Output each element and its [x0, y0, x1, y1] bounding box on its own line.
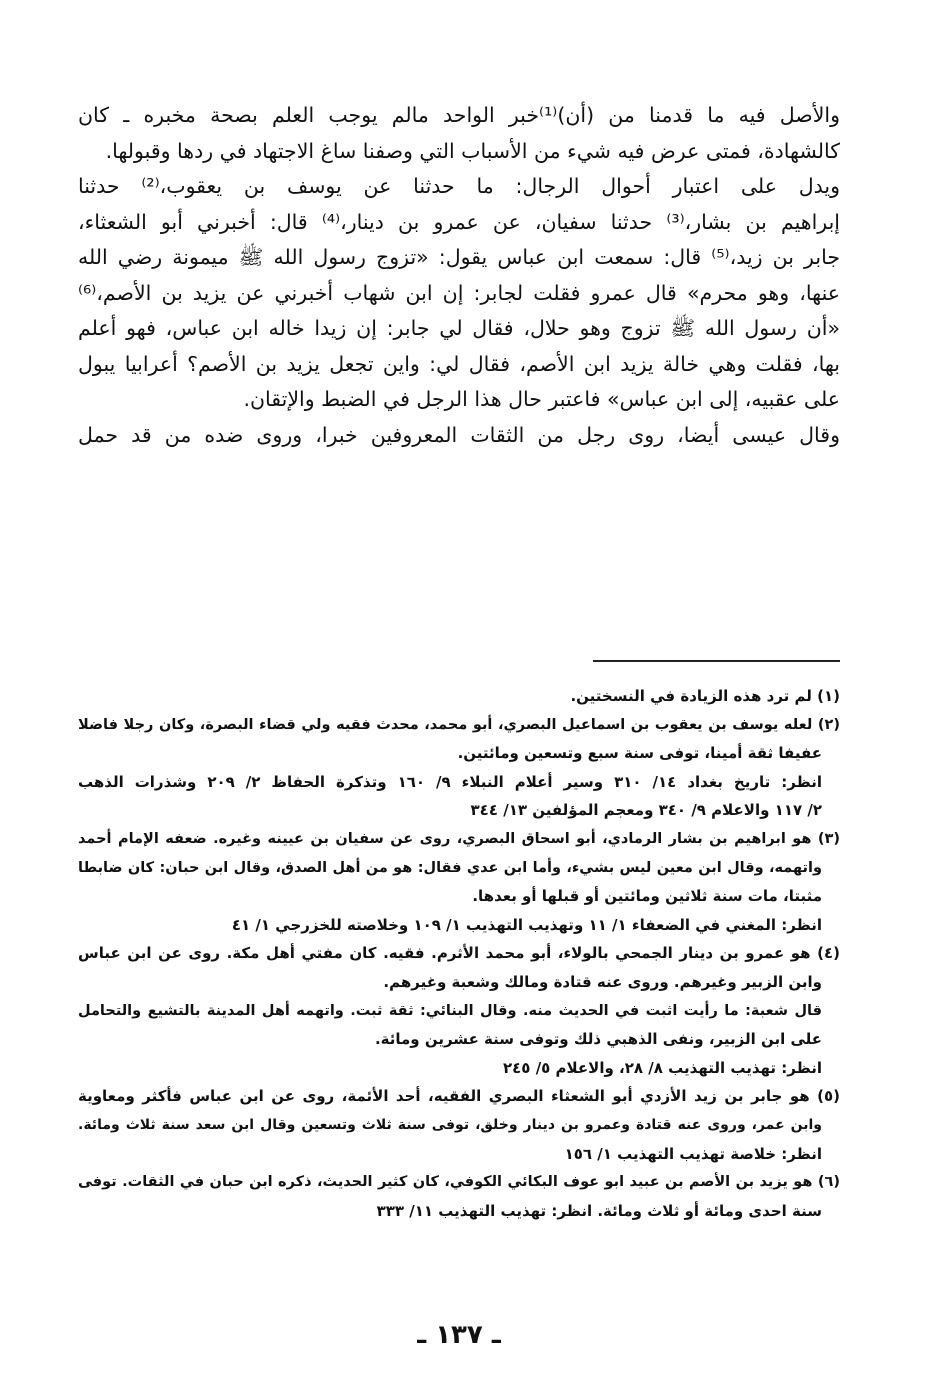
footnote-line: على ابن الزبير، ونفى الذهبي ذلك وتوفى سنة عشرين ومائة. [374, 1030, 822, 1049]
footnote-line: انظر: تهذيب التهذيب ٨/ ٢٨، والاعلام ٥/ ٢٤٥ [503, 1058, 822, 1077]
main-text [78, 98, 840, 453]
text-line: عنها، وهو محرم» قال عمرو فقلت لجابر: إن ابن شهاب أخبرني عن يزيد بن الأصم،⁽⁶⁾ [78, 280, 840, 305]
footnote-1: (١) لم ترد هذه الزيادة في النسختين. [570, 687, 840, 705]
text-line: إبراهيم بن بشار،⁽³⁾ حدثنا سفيان، عن عمرو بن دينار،⁽⁴⁾ قال: أخبرني أبو الشعثاء، [78, 209, 840, 234]
text-line: جابر بن زيد،⁽⁵⁾ قال: سمعت ابن عباس يقول: «تزوج رسول الله ﷺ ميمونة رضي الله [78, 245, 840, 269]
text-line: بها، فقلت وهي خالة يزيد ابن الأصم، فقال لي: واين تجعل يزيد بن الأصم؟ أعرابيا يبول [78, 351, 840, 376]
footnote-3: (٣) هو ابراهيم بن بشار الرمادي، أبو اسحاق البصري، روى عن سفيان بن عيينه وغيره. ضعفه الإمام أحمد [78, 830, 840, 847]
footnote-line: واتهمه، وقال ابن معين ليس بشيء، وأما ابن عدي فقال: هو من أهل الصدق، وقال ابن حبان: كان ضابطا [78, 859, 822, 876]
text-line: «أن رسول الله ﷺ تزوج وهو حلال، فقال لي جابر: إن زيدا خاله ابن عباس، فهو أعلم [78, 316, 840, 340]
footnote-line: وابن عمر، وروى عنه قتادة وعمرو بن دينار وخلق، توفى سنة ثلاث وتسعين وقال ابن سعد سنة ثلاث ومائة. [78, 1116, 822, 1133]
footnote-line: سنة احدى ومائة أو ثلاث ومائة. انظر: تهذيب التهذيب ١١/ ٣٣٣ [376, 1201, 822, 1220]
text-line: ويدل على اعتبار أحوال الرجال: ما حدثنا عن يوسف بن يعقوب،⁽²⁾ حدثنا [78, 174, 841, 198]
footnote-line: وابن الزبير وغيرهم. وروى عنه قتادة ومالك وشعبة وغيرهم. [383, 972, 822, 991]
page-number: ـ ١٣٧ ـ [417, 1320, 501, 1350]
footnote-4: (٤) هو عمرو بن دينار الجمحي بالولاء، أبو محمد الأثرم. فقيه. كان مفتي أهل مكة. روى عن ابن عباس [78, 944, 840, 963]
footnote-5: (٥) هو جابر بن زيد الأزدي أبو الشعثاء البصري الفقيه، أحد الأئمة، روى عن ابن عباس فأكثر ومعاوية [78, 1087, 840, 1106]
text-line: وقال عيسى أيضا، روى رجل من الثقات المعروفين خبرا، وروى ضده من قد حمل [78, 422, 840, 447]
footnote-line: مثبتا، مات سنة ثلاثين ومائتين أو قبلها أو بعدها. [472, 887, 822, 906]
footnote-line: ٢/ ١١٧ والاعلام ٩/ ٣٤٠ ومعجم المؤلفين ١٣/ ٣٤٤ [470, 801, 822, 820]
footnotes [78, 682, 840, 1225]
footnote-6: (٦) هو يزيد بن الأصم بن عبيد ابو عوف البكائي الكوفي، كان كثير الحديث، ذكره ابن حبان في الثقات. توفى [78, 1174, 840, 1191]
footnote-separator [593, 660, 840, 662]
footnote-line: انظر: المغني في الضعفاء ١/ ١١ وتهذيب التهذيب ١/ ١٠٩ وخلاصته للخزرجي ١/ ٤١ [231, 915, 822, 934]
footnote-line: انظر: خلاصة تهذيب التهذيب ١/ ١٥٦ [564, 1144, 822, 1163]
footnote-2: (٢) لعله يوسف بن يعقوب بن اسماعيل البصري، أبو محمد، محدث فقيه ولي قضاء البصرة، وكان رجلا فاضلا [78, 716, 840, 733]
footnote-line: انظر: تاريخ بغداد ١٤/ ٣١٠ وسير أعلام النبلاء ٩/ ١٦٠ وتذكرة الحفاظ ٢/ ٢٠٩ وشذرات الذهب [78, 772, 822, 791]
footnote-line: عفيفا ثقة أمينا، توفى سنة سبع وتسعين ومائتين. [457, 744, 822, 763]
footnote-line: قال شعبة: ما رأيت اثبت في الحديث منه. وقال البنائي: ثقة ثبت. واتهمه أهل المدينة بالتشيع والتحامل [78, 1002, 822, 1019]
text-line: والأصل فيه ما قدمنا من (أن)⁽¹⁾خبر الواحد مالم يوجب العلم بصحة مخبره ـ كان [78, 103, 840, 127]
text-line: على عقبيه، إلى ابن عباس» فاعتبر حال هذا الرجل في الضبط والإتقان. [243, 387, 840, 411]
book-page [78, 98, 841, 1350]
text-line: كالشهادة، فمتى عرض فيه شيء من الأسباب التي وصفنا ساغ الاجتهاد في ردها وقبولها. [105, 138, 840, 163]
